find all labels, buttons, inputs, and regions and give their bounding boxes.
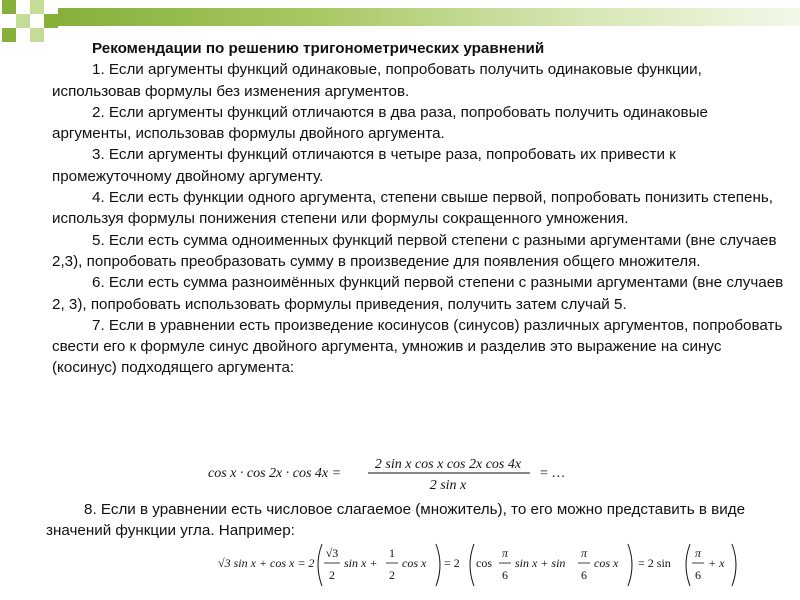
formula-cos-product: [208, 452, 588, 494]
rule-3: 3. Если аргументы функций отличаются в четыре раза, попробовать их привести к промежуточному двойному аргументу.: [52, 146, 676, 185]
formula1-tail: = …: [540, 466, 566, 481]
slide-title: Рекомендации по решению тригонометрических уравнений: [92, 40, 545, 57]
paren-close: [436, 544, 440, 586]
formula1-lhs: cos x · cos 2x · cos 4x =: [208, 466, 342, 481]
formula2-f1-num1: √3: [325, 546, 339, 560]
formula2-f1-den2: 2: [389, 568, 395, 582]
deco-square: [2, 28, 16, 42]
formula2-f1-end: cos x: [402, 556, 427, 570]
formula2-eq3: = 2 sin: [638, 556, 671, 570]
slide-content: [52, 38, 790, 379]
formula2-f2-den1: 6: [502, 568, 508, 582]
rule-4: 4. Если есть функции одного аргумента, степени свыше первой, попробовать понизить степень, используя формулы понижения степени или формулы сокращенного умножения.: [52, 189, 773, 228]
formula2-f2-den2: 6: [581, 568, 587, 582]
paren-open: [318, 544, 322, 586]
paren-open: [470, 544, 474, 586]
formula-number-as-function: [218, 540, 758, 590]
formula2-f3-den: 6: [695, 568, 701, 582]
formula2-eq2: = 2: [444, 556, 460, 570]
rule-7: 7. Если в уравнении есть произведение косинусов (синусов) различных аргументов, попробовать свести его к формуле синус двойного аргумента, умножив и разделив это выражение на синус (косинус) подходящего аргумента:: [52, 316, 783, 377]
rule-8: 8. Если в уравнении есть числовое слагаемое (множитель), то его можно представить в виде значений функции угла. Например:: [46, 501, 746, 540]
formula2-f2-a: cos: [476, 556, 492, 570]
rule-6: 6. Если есть сумма разноимённых функций первой степени с разными аргументами (вне случаев 2, 3), попробовать использовать формулы приведения, получить затем случай 5.: [52, 274, 784, 313]
formula2-f2-num1: π: [501, 546, 509, 560]
formula2-f3-num: π: [694, 546, 702, 560]
formula2-f2-num2: π: [580, 546, 588, 560]
rule-1: 1. Если аргументы функций одинаковые, попробовать получить одинаковые функции, использовав формулы без изменения аргументов.: [52, 61, 702, 100]
deco-square: [30, 28, 44, 42]
formula2-start: √3 sin x + cos x = 2: [218, 556, 315, 570]
formula2-f1-num2: 1: [389, 546, 395, 560]
paren-open: [686, 544, 690, 586]
deco-square: [16, 14, 30, 28]
header-gradient-bar: [58, 8, 800, 26]
formula1-numerator: 2 sin x cos x cos 2x cos 4x: [374, 457, 522, 472]
paren-close: [732, 544, 736, 586]
formula2-f1-den1: 2: [329, 568, 335, 582]
rule-5: 5. Если есть сумма одноименных функций первой степени с разными аргументами (вне случаев 2,3), попробовать преобразовать сумму в произведение для появления общего множителя.: [52, 231, 777, 270]
deco-square: [2, 0, 16, 14]
formula2-f2-mid: sin x + sin: [515, 556, 566, 570]
paren-close: [628, 544, 632, 586]
deco-square: [30, 0, 44, 14]
deco-square: [44, 14, 58, 28]
rule-8-block: [46, 499, 790, 542]
rule-2: 2. Если аргументы функций отличаются в два раза, попробовать получить одинаковые аргументы, использовав формулы двойного аргумента.: [52, 103, 708, 143]
formula2-f1-mid: sin x +: [344, 556, 378, 570]
formula2-f3-end: + x: [708, 556, 725, 570]
formula2-f2-end: cos x: [594, 556, 619, 570]
formula1-denominator: 2 sin x: [429, 478, 467, 493]
